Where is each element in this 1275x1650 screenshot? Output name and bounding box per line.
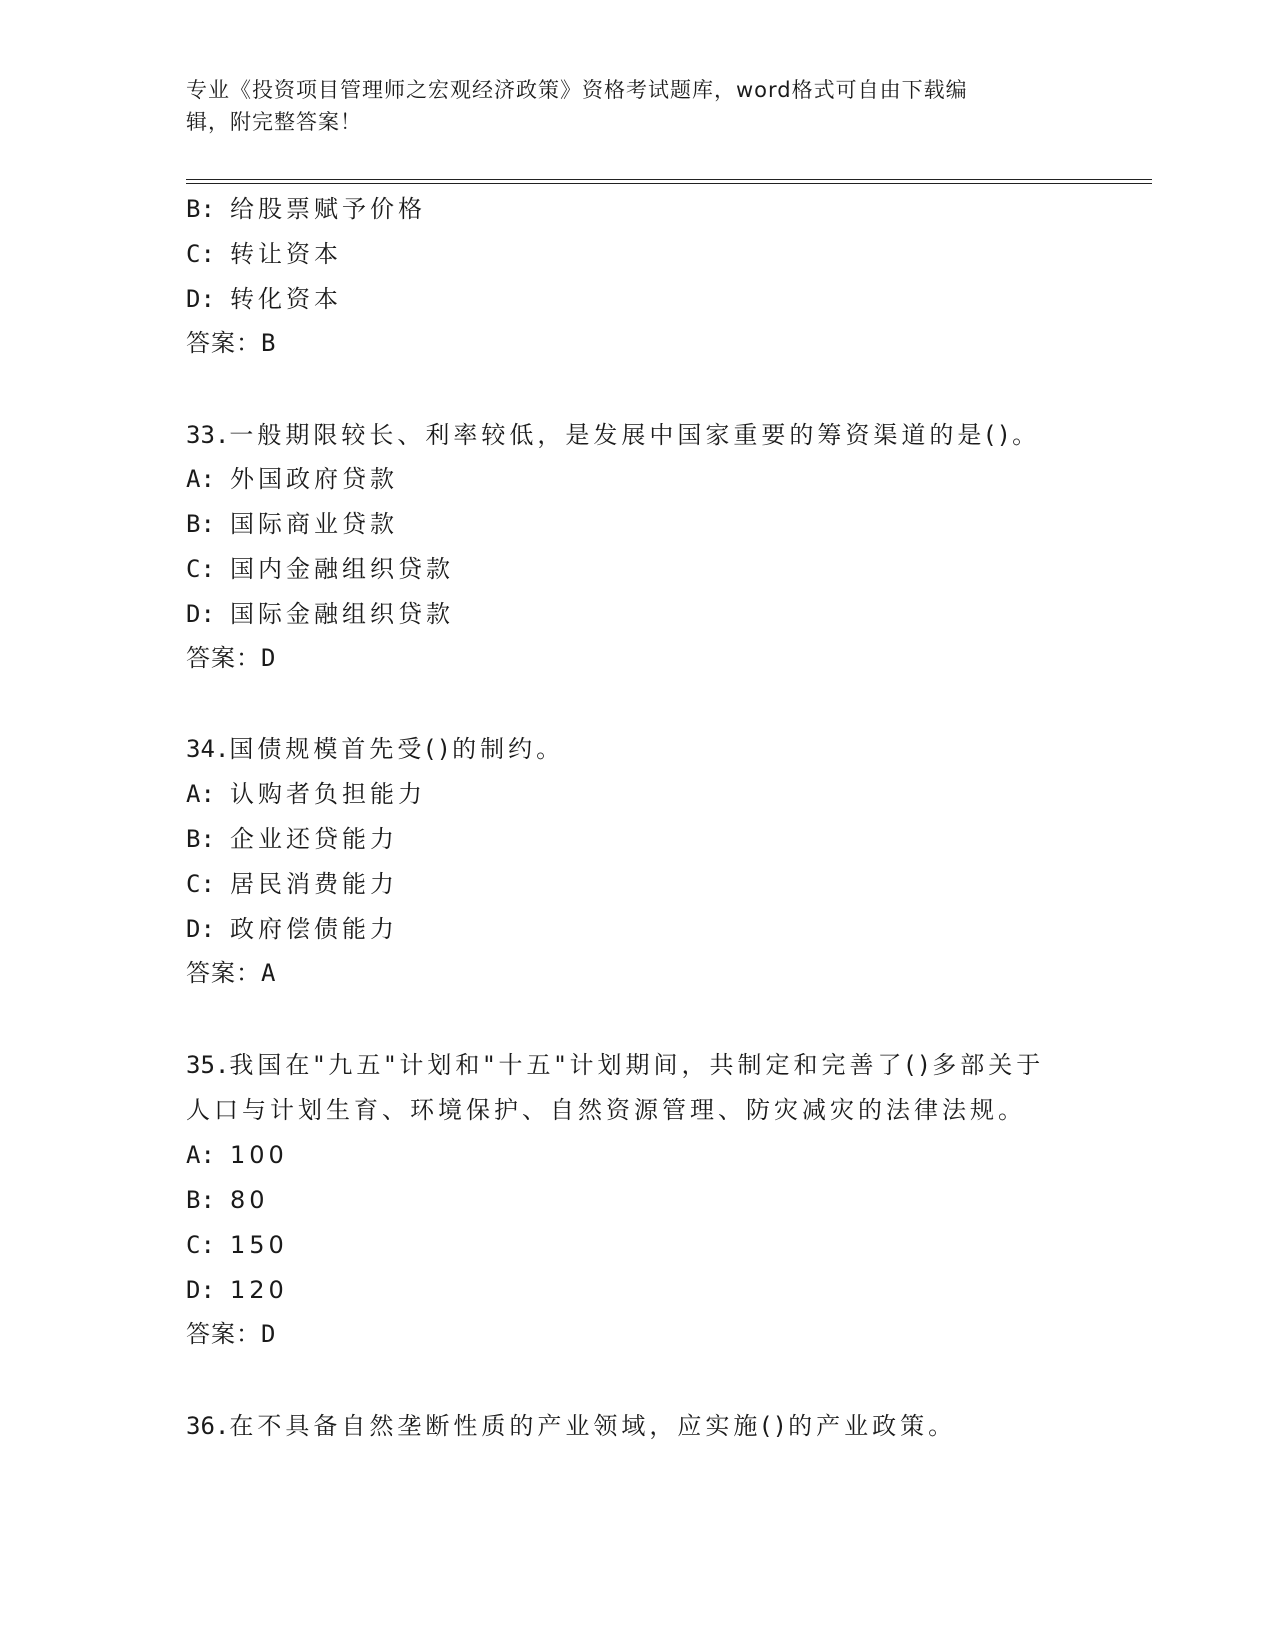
question-35-continued: 人口与计划生育、环境保护、自然资源管理、防灾减灾的法律法规。 (186, 1096, 1026, 1124)
option-c: C: 150 (186, 1231, 288, 1259)
question-34: 34.国债规模首先受()的制约。 (186, 735, 565, 763)
header-divider-top (186, 179, 1152, 180)
answer-line: 答案：D (186, 644, 277, 672)
option-a: A: 认购者负担能力 (186, 780, 426, 808)
header-line-1: 专业《投资项目管理师之宏观经济政策》资格考试题库，word格式可自由下载编 (186, 78, 968, 102)
answer-line: 答案：D (186, 1320, 277, 1348)
option-c: C: 居民消费能力 (186, 870, 398, 898)
document-header (186, 74, 1086, 138)
answer-line: 答案：B (186, 329, 277, 357)
option-d: D: 转化资本 (186, 285, 342, 313)
answer-line: 答案：A (186, 959, 277, 987)
option-c: C: 转让资本 (186, 240, 342, 268)
option-b: B: 80 (186, 1186, 269, 1214)
option-d: D: 国际金融组织贷款 (186, 600, 454, 628)
option-d: D: 政府偿债能力 (186, 915, 398, 943)
option-b: B: 国际商业贷款 (186, 510, 398, 538)
option-a: A: 100 (186, 1141, 288, 1169)
option-d: D: 120 (186, 1276, 288, 1304)
question-35: 35.我国在"九五"计划和"十五"计划期间，共制定和完善了()多部关于 (186, 1051, 1045, 1079)
option-a: A: 外国政府贷款 (186, 465, 398, 493)
question-33: 33.一般期限较长、利率较低，是发展中国家重要的筹资渠道的是()。 (186, 421, 1041, 449)
header-line-2: 辑，附完整答案！ (186, 110, 362, 134)
option-b: B: 企业还贷能力 (186, 825, 398, 853)
header-divider-bottom (186, 183, 1152, 184)
question-36: 36.在不具备自然垄断性质的产业领域，应实施()的产业政策。 (186, 1412, 957, 1440)
option-c: C: 国内金融组织贷款 (186, 555, 454, 583)
option-b: B: 给股票赋予价格 (186, 195, 426, 223)
